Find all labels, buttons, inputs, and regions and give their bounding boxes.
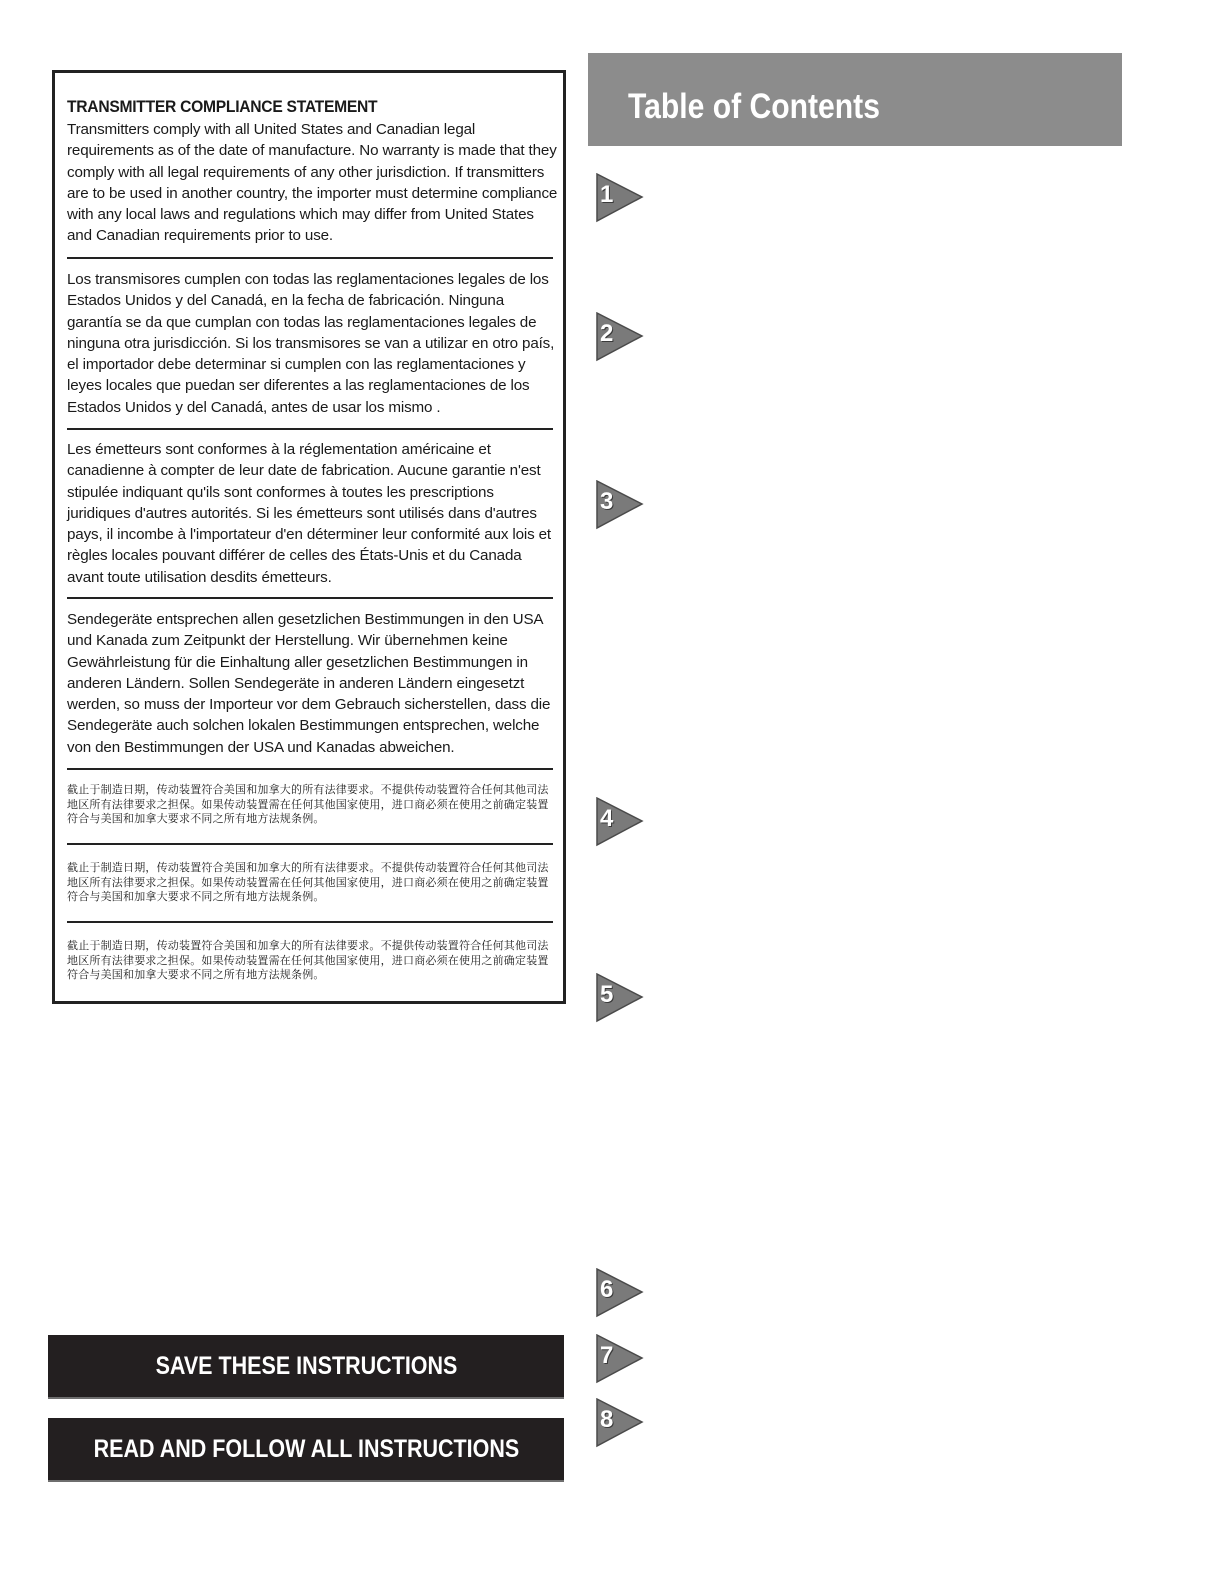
toc-marker-1 <box>596 173 644 223</box>
toc-marker-number: 6 <box>600 1276 614 1303</box>
compliance-paragraph-german: Sendegeräte entsprechen allen gesetzlichen Bestimmungen in den USA und Kanada zum Zeitpunkt der Herstellung. Wir übernehmen keine Gewährleistung für die Einhaltung aller gesetzlichen Bestimmungen in anderen Ländern. Sollen Sendegeräte in anderen Ländern eingesetzt werden, so muss der Importeur vor dem Gebrauch sicherstellen, dass die Sendegeräte auch solchen lokalen Bestimmungen entsprechen, welche von den Bestimmungen der USA und Kanadas abweichen. <box>67 611 551 756</box>
toc-marker-number: 2 <box>600 320 614 347</box>
toc-marker-7 <box>596 1334 644 1384</box>
section-divider <box>67 843 553 845</box>
section-divider <box>67 257 553 259</box>
compliance-paragraph-chinese-3: 截止于制造日期，传动装置符合美国和加拿大的所有法律要求。不提供传动装置符合任何其他司法地区所有法律要求之担保。如果传动装置需在任何其他国家使用，进口商必须在使用之前确定装置符合与美国和加拿大要求不同之所有地方法规条例。 <box>67 940 549 981</box>
toc-marker-3 <box>596 480 644 530</box>
toc-marker-number: 7 <box>600 1342 614 1369</box>
toc-marker-8 <box>596 1398 644 1448</box>
compliance-paragraph-english: Transmitters comply with all United States and Canadian legal requirements as of the date of manufacture. No warranty is made that they comply with all legal requirements of any other jurisdiction. If transmitters are to be used in another country, the importer must determine compliance with any local laws and regulations which may differ from United States and Canadian requirements prior to use. <box>67 121 558 245</box>
compliance-paragraph-chinese-2: 截止于制造日期，传动装置符合美国和加拿大的所有法律要求。不提供传动装置符合任何其他司法地区所有法律要求之担保。如果传动装置需在任何其他国家使用，进口商必须在使用之前确定装置符合与美国和加拿大要求不同之所有地方法规条例。 <box>67 862 549 903</box>
toc-marker-number: 8 <box>600 1406 614 1433</box>
toc-marker-number: 3 <box>600 488 614 515</box>
save-instructions-text: SAVE THESE INSTRUCTIONS <box>155 1351 457 1380</box>
section-divider <box>67 921 553 923</box>
toc-marker-4 <box>596 797 644 847</box>
compliance-paragraph-spanish: Los transmisores cumplen con todas las reglamentaciones legales de los Estados Unidos y del Canadá, en la fecha de fabricación. Ninguna garantía se da que cumplan con todas las reglamentaciones legales de ninguna otra jurisdicción. Si los transmisores se van a utilizar en otro país, el importador debe determinar si cumplen con las reglamentaciones y leyes locales que puedan ser diferentes a las reglamentaciones de los Estados Unidos y del Canadá, antes de usar los mismo . <box>67 271 555 416</box>
compliance-paragraph-chinese-1: 截止于制造日期，传动装置符合美国和加拿大的所有法律要求。不提供传动装置符合任何其他司法地区所有法律要求之担保。如果传动装置需在任何其他国家使用，进口商必须在使用之前确定装置符合与美国和加拿大要求不同之所有地方法规条例。 <box>67 784 549 825</box>
compliance-paragraph-french: Les émetteurs sont conformes à la réglementation américaine et canadienne à compter de leur date de fabrication. Aucune garantie n'est stipulée indiquant qu'ils sont conformes à toutes les prescriptions juridiques d'autres autorités. Si les émetteurs sont utilisés dans d'autres pays, il incombe à l'importateur d'en déterminer leur conformité aux lois et règles locales pouvant différer de celles des États-Unis et du Canada avant toute utilisation desdits émetteurs. <box>67 441 552 586</box>
toc-marker-number: 4 <box>600 805 614 832</box>
toc-header <box>588 53 1122 146</box>
read-instructions-banner <box>48 1418 564 1482</box>
toc-marker-5 <box>596 973 644 1023</box>
read-instructions-text: READ AND FOLLOW ALL INSTRUCTIONS <box>93 1434 519 1463</box>
toc-marker-2 <box>596 312 644 362</box>
section-divider <box>67 428 553 430</box>
toc-marker-number: 5 <box>600 981 614 1008</box>
toc-title: Table of Contents <box>628 87 880 126</box>
section-divider <box>67 768 553 770</box>
save-instructions-banner <box>48 1335 564 1399</box>
compliance-title: TRANSMITTER COMPLIANCE STATEMENT <box>67 97 378 116</box>
compliance-statement-box <box>52 70 566 1004</box>
toc-marker-number: 1 <box>600 181 614 208</box>
section-divider <box>67 597 553 599</box>
toc-marker-6 <box>596 1268 644 1318</box>
